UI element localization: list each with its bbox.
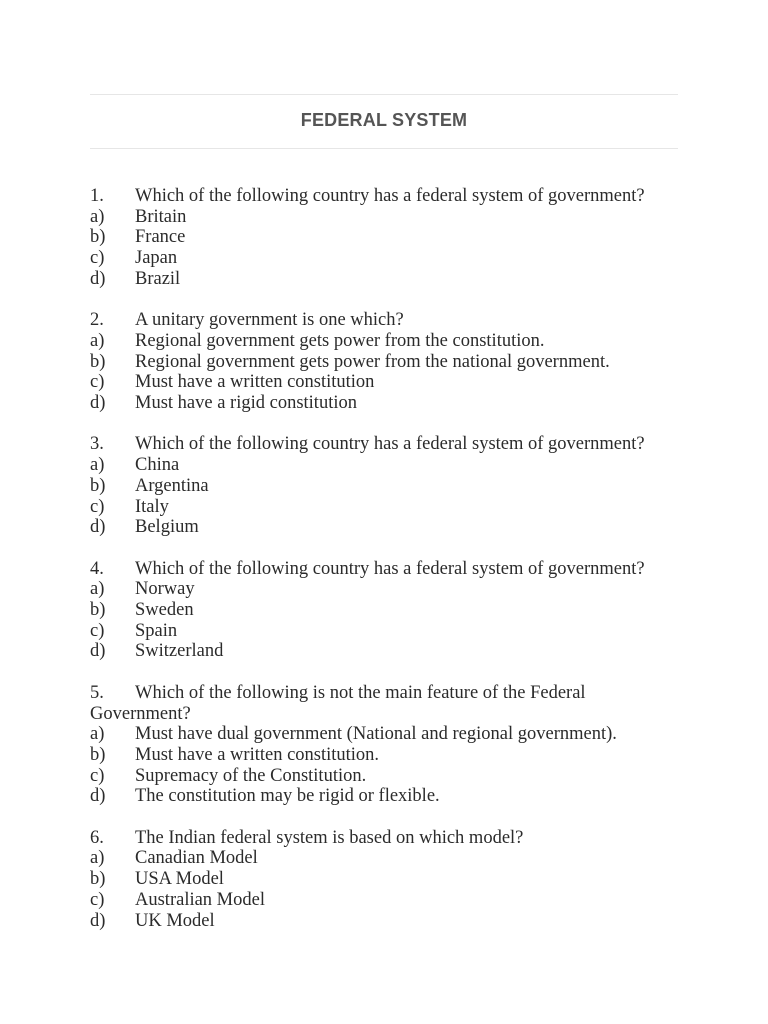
option-b	[90, 352, 690, 373]
option-d	[90, 269, 690, 290]
option-c	[90, 372, 690, 393]
option-label: b)	[90, 600, 106, 621]
option-text: Regional government gets power from the national government.	[135, 351, 610, 372]
option-label: c)	[90, 372, 105, 393]
option-c	[90, 890, 690, 911]
option-label: d)	[90, 641, 106, 662]
option-d	[90, 517, 690, 538]
question-3	[90, 434, 690, 538]
option-c	[90, 766, 690, 787]
option-label: a)	[90, 455, 105, 476]
option-d	[90, 393, 690, 414]
option-label: d)	[90, 268, 106, 289]
option-label: b)	[90, 869, 106, 890]
option-text: Regional government gets power from the constitution.	[135, 330, 545, 351]
option-text: Canadian Model	[135, 848, 258, 869]
option-label: c)	[90, 620, 105, 641]
question-4	[90, 559, 690, 663]
option-text: Must have a written constitution	[135, 372, 375, 393]
option-label: a)	[90, 848, 105, 869]
option-text: Japan	[135, 248, 178, 269]
option-label: c)	[90, 248, 105, 269]
question-number: 1.	[90, 186, 104, 206]
option-text: Argentina	[135, 475, 209, 496]
question-6	[90, 828, 690, 932]
question-line	[90, 310, 690, 331]
option-d	[90, 641, 690, 662]
option-b	[90, 227, 690, 248]
option-label: a)	[90, 579, 105, 600]
question-text: Which of the following country has a federal system of government?	[135, 434, 645, 455]
option-c	[90, 248, 690, 269]
option-text: Norway	[135, 579, 195, 600]
option-text: Australian Model	[135, 889, 265, 910]
option-text: Supremacy of the Constitution.	[135, 765, 367, 786]
question-number: 2.	[90, 310, 104, 331]
option-text: Italy	[135, 496, 169, 517]
question-list	[90, 186, 690, 952]
option-text: Switzerland	[135, 641, 224, 662]
option-label: d)	[90, 393, 106, 414]
option-a	[90, 579, 690, 600]
option-text: The constitution may be rigid or flexible.	[135, 786, 440, 807]
option-c	[90, 621, 690, 642]
option-b	[90, 600, 690, 621]
option-label: d)	[90, 517, 106, 538]
option-label: c)	[90, 889, 105, 910]
option-label: a)	[90, 206, 105, 227]
question-number: 6.	[90, 827, 104, 848]
option-text: Spain	[135, 620, 178, 641]
question-1	[90, 186, 690, 290]
question-5	[90, 683, 690, 807]
question-text-continued: Government?	[90, 703, 191, 724]
question-line	[90, 559, 690, 580]
title-top-rule	[90, 94, 678, 95]
option-label: b)	[90, 744, 106, 765]
option-b	[90, 476, 690, 497]
option-text: France	[135, 227, 186, 248]
option-label: b)	[90, 227, 106, 248]
option-text: Belgium	[135, 517, 199, 538]
question-text: A unitary government is one which?	[135, 310, 404, 331]
option-a	[90, 331, 690, 352]
question-number: 4.	[90, 558, 104, 579]
option-text: Sweden	[135, 600, 194, 621]
title-bottom-rule	[90, 148, 678, 149]
option-a	[90, 724, 690, 745]
option-label: d)	[90, 786, 106, 807]
question-text: Which of the following is not the main feature of the Federal	[135, 682, 586, 703]
question-number: 5.	[90, 682, 104, 703]
question-2	[90, 310, 690, 414]
option-a	[90, 848, 690, 869]
option-a	[90, 207, 690, 228]
option-b	[90, 869, 690, 890]
question-line	[90, 186, 690, 207]
option-text: China	[135, 455, 180, 476]
question-line	[90, 828, 690, 849]
page-title: FEDERAL SYSTEM	[300, 110, 468, 130]
question-line	[90, 683, 690, 704]
option-label: a)	[90, 724, 105, 745]
question-number: 3.	[90, 434, 104, 455]
question-text: The Indian federal system is based on which model?	[135, 827, 524, 848]
option-d	[90, 911, 690, 932]
option-text: UK Model	[135, 910, 215, 931]
option-text: USA Model	[135, 869, 224, 890]
option-label: c)	[90, 496, 105, 517]
option-label: b)	[90, 351, 106, 372]
option-b	[90, 745, 690, 766]
option-label: b)	[90, 475, 106, 496]
option-label: a)	[90, 330, 105, 351]
option-text: Must have a rigid constitution	[135, 393, 357, 414]
option-text: Britain	[135, 206, 187, 227]
option-d	[90, 786, 690, 807]
option-c	[90, 497, 690, 518]
option-label: d)	[90, 910, 106, 931]
question-text: Which of the following country has a federal system of government?	[135, 186, 645, 206]
option-a	[90, 455, 690, 476]
question-line	[90, 434, 690, 455]
option-text: Must have a written constitution.	[135, 744, 380, 765]
option-text: Brazil	[135, 268, 181, 289]
option-text: Must have dual government (National and regional government).	[135, 724, 617, 745]
question-text: Which of the following country has a federal system of government?	[135, 558, 645, 579]
option-label: c)	[90, 765, 105, 786]
